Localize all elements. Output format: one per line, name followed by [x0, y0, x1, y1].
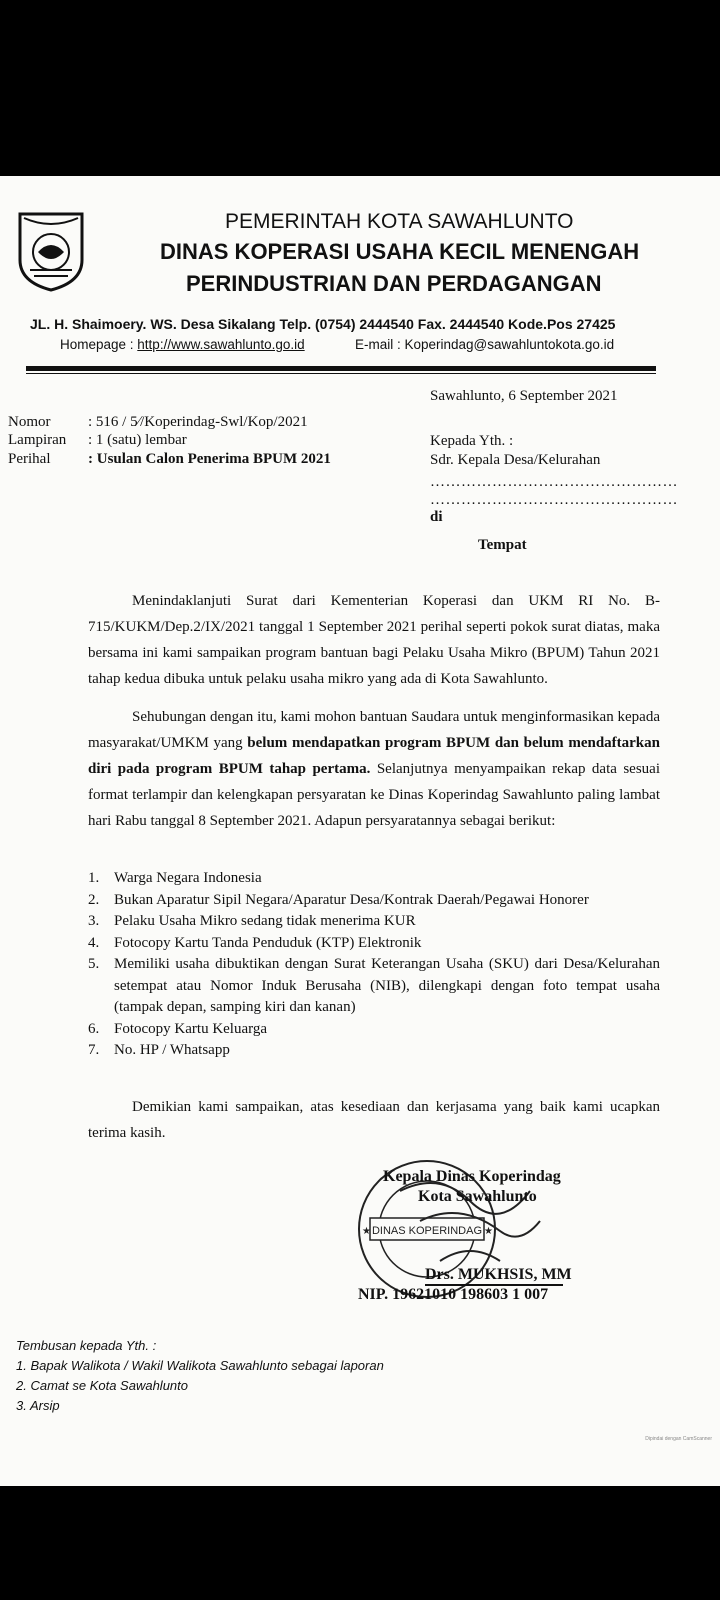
svg-text:★: ★ [484, 1226, 493, 1237]
letter-page [0, 176, 720, 1486]
email-address: E-mail : Koperindag@sawahluntokota.go.id [355, 337, 615, 352]
scanner-watermark: Dipindai dengan CamScanner [645, 1436, 712, 1442]
city-emblem-icon [16, 210, 86, 292]
homepage [60, 337, 305, 352]
stamp-label: DINAS KOPERINDAG [371, 1225, 483, 1237]
homepage-label: Homepage : [60, 337, 138, 352]
list-item: 6. Fotocopy Kartu Keluarga [88, 1020, 268, 1037]
letterhead-rule-thick [26, 366, 656, 371]
paragraph-2-bold: belum mendapatkan program BPUM dan belum mendaftarkan diri pada program BPUM tahap pertama. [88, 735, 660, 777]
list-item: 5. Memiliki usaha dibuktikan dengan Surat Keterangan Usaha (SKU) dari Desa/Kelurahan setempat atau Nomor Induk Berusaha (NIB), dilengkapi dengan foto tempat usaha (tampak depan, samping kiri dan kanan) [88, 956, 660, 1015]
cc-item: 1. Bapak Walikota / Wakil Walikota Sawahlunto sebagai laporan [16, 1358, 384, 1373]
recipient: Sdr. Kepala Desa/Kelurahan [430, 452, 601, 468]
tempat-label: Tempat [478, 537, 527, 553]
kepada-label: Kepada Yth. : [430, 433, 514, 449]
paragraph-1 [88, 588, 660, 692]
signatory-name: Drs. MUKHSIS, MM [425, 1266, 572, 1283]
list-item: 1. Warga Negara Indonesia [88, 870, 262, 886]
perihal-value: : Usulan Calon Penerima BPUM 2021 [88, 451, 331, 467]
department-name-line2: PERINDUSTRIAN DAN PERDAGANGAN [186, 271, 602, 296]
lampiran-label: Lampiran [8, 432, 67, 448]
list-item: 3. Pelaku Usaha Mikro sedang tidak menerima KUR [88, 913, 416, 929]
svg-text:★: ★ [362, 1226, 371, 1237]
paragraph-2-text-a: Sehubungan dengan itu, kami mohon bantuan Saudara untuk menginformasikan kepada masyarakat/UMKM yang [88, 709, 660, 751]
lampiran-value: : 1 (satu) lembar [88, 432, 187, 448]
nomor-value: : 516 / 5∕/Koperindag-Swl/Kop/2021 [88, 414, 308, 430]
homepage-link[interactable]: http://www.sawahlunto.go.id [137, 337, 305, 352]
recipient-dots-2: ………………………………………… [430, 492, 678, 508]
di-label: di [430, 509, 443, 525]
cc-heading: Tembusan kepada Yth. : [16, 1338, 157, 1353]
signatory-nip: NIP. 19621010 198603 1 007 [358, 1286, 549, 1303]
government-name: PEMERINTAH KOTA SAWAHLUNTO [225, 210, 574, 233]
paragraph-2 [88, 704, 660, 834]
paragraph-2-text-b: Selanjutnya menyampaikan rekap data sesuai format terlampir dan kelengkapan persyaratan ke Dinas Koperindag Sawahlunto paling lambat hari Rabu tanggal 8 September 2021. Adapun persyaratannya sebagai berikut: [88, 761, 661, 829]
requirements-list [88, 868, 660, 1062]
cc-item: 3. Arsip [16, 1398, 60, 1413]
letterhead-rule-thin [26, 373, 656, 374]
signatory-title-1: Kepala Dinas Koperindag [383, 1168, 561, 1185]
paragraph-1-text: Menindaklanjuti Surat dari Kementerian Koperasi dan UKM RI No. B-715/KUKM/Dep.2/IX/2021 tanggal 1 September 2021 perihal seperti pokok surat diatas, maka bersama ini kami sampaikan program bantuan bagi Pelaku Usaha Mikro (BPUM) Tahun 2021 tahap kedua dibuka untuk pelaku usaha mikro yang ada di Kota Sawahlunto. [88, 593, 660, 687]
letter-date: Sawahlunto, 6 September 2021 [430, 388, 618, 404]
nomor-label: Nomor [8, 414, 51, 430]
recipient-dots-1: ………………………………………… [430, 474, 678, 490]
closing-text: Demikian kami sampaikan, atas kesediaan dan kerjasama yang baik kami ucapkan terima kasih. [88, 1099, 660, 1141]
perihal-label: Perihal [8, 451, 51, 467]
office-address: JL. H. Shaimoery. WS. Desa Sikalang Telp. (0754) 2444540 Fax. 2444540 Kode.Pos 27425 [30, 316, 616, 332]
signatory-title-2: Kota Sawahlunto [418, 1188, 537, 1205]
department-name-line1: DINAS KOPERASI USAHA KECIL MENENGAH [160, 239, 640, 264]
list-item: 4. Fotocopy Kartu Tanda Penduduk (KTP) Elektronik [88, 934, 422, 951]
list-item: 7. No. HP / Whatsapp [88, 1042, 230, 1058]
list-item: 2. Bukan Aparatur Sipil Negara/Aparatur Desa/Kontrak Daerah/Pegawai Honorer [88, 891, 589, 908]
cc-item: 2. Camat se Kota Sawahlunto [16, 1378, 188, 1393]
closing-paragraph [88, 1094, 660, 1146]
